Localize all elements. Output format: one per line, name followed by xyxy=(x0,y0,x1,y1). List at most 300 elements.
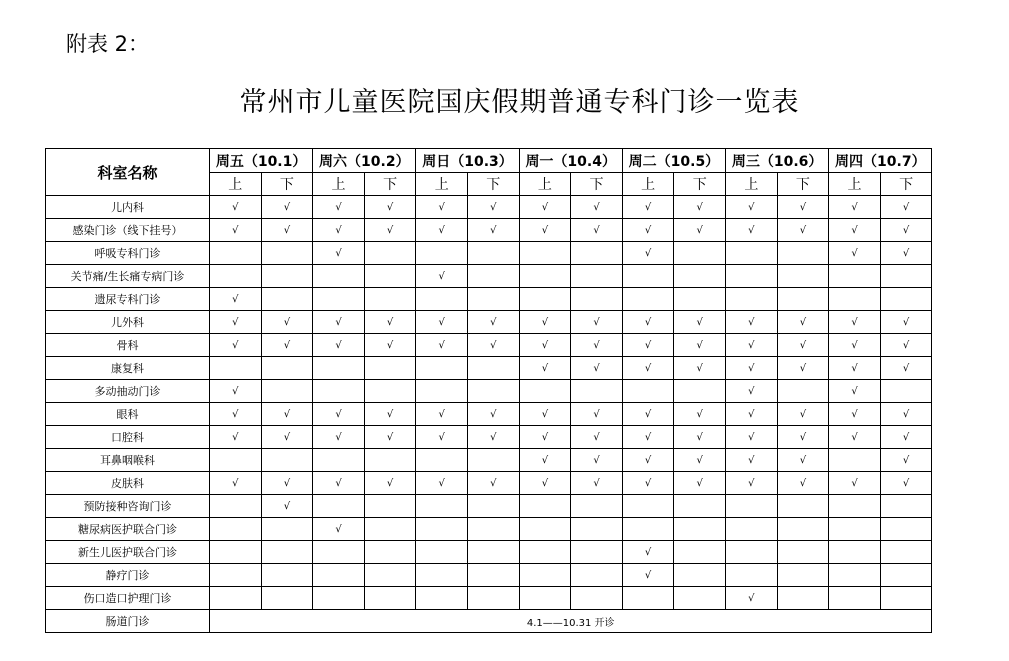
check-mark: √ xyxy=(571,403,623,426)
dept-name: 耳鼻咽喉科 xyxy=(46,449,210,472)
empty-slot xyxy=(468,587,520,610)
check-mark: √ xyxy=(880,196,932,219)
check-mark: √ xyxy=(674,196,726,219)
check-mark: √ xyxy=(880,426,932,449)
empty-slot xyxy=(571,380,623,403)
check-mark: √ xyxy=(571,472,623,495)
empty-slot xyxy=(726,518,778,541)
check-mark: √ xyxy=(313,518,365,541)
check-mark: √ xyxy=(416,196,468,219)
empty-slot xyxy=(468,380,520,403)
empty-slot xyxy=(364,357,416,380)
empty-slot xyxy=(364,449,416,472)
check-mark: √ xyxy=(519,311,571,334)
table-row xyxy=(46,518,932,541)
check-mark: √ xyxy=(364,219,416,242)
dept-name: 关节痛/生长痛专病门诊 xyxy=(46,265,210,288)
check-mark: √ xyxy=(313,472,365,495)
empty-slot xyxy=(726,242,778,265)
check-mark: √ xyxy=(674,357,726,380)
empty-slot xyxy=(777,288,829,311)
table-row xyxy=(46,196,932,219)
check-mark: √ xyxy=(777,311,829,334)
empty-slot xyxy=(468,449,520,472)
empty-slot xyxy=(261,518,313,541)
empty-slot xyxy=(261,288,313,311)
check-mark: √ xyxy=(468,219,520,242)
check-mark: √ xyxy=(210,334,262,357)
empty-slot xyxy=(416,564,468,587)
check-mark: √ xyxy=(313,403,365,426)
empty-slot xyxy=(313,265,365,288)
morning-header: 上 xyxy=(726,173,778,196)
empty-slot xyxy=(880,587,932,610)
empty-slot xyxy=(261,380,313,403)
empty-slot xyxy=(777,265,829,288)
empty-slot xyxy=(468,357,520,380)
check-mark: √ xyxy=(261,334,313,357)
empty-slot xyxy=(210,564,262,587)
empty-slot xyxy=(571,242,623,265)
check-mark: √ xyxy=(674,426,726,449)
empty-slot xyxy=(829,518,881,541)
check-mark: √ xyxy=(210,288,262,311)
check-mark: √ xyxy=(622,311,674,334)
empty-slot xyxy=(777,587,829,610)
empty-slot xyxy=(777,564,829,587)
check-mark: √ xyxy=(829,357,881,380)
check-mark: √ xyxy=(726,219,778,242)
empty-slot xyxy=(468,288,520,311)
afternoon-header: 下 xyxy=(261,173,313,196)
empty-slot xyxy=(571,564,623,587)
check-mark: √ xyxy=(313,196,365,219)
empty-slot xyxy=(313,564,365,587)
day-header: 周五（10.1） xyxy=(210,149,313,173)
empty-slot xyxy=(829,265,881,288)
check-mark: √ xyxy=(829,380,881,403)
check-mark: √ xyxy=(468,426,520,449)
dept-name: 康复科 xyxy=(46,357,210,380)
empty-slot xyxy=(364,541,416,564)
check-mark: √ xyxy=(622,426,674,449)
check-mark: √ xyxy=(829,403,881,426)
check-mark: √ xyxy=(313,334,365,357)
day-header: 周二（10.5） xyxy=(622,149,725,173)
empty-slot xyxy=(261,242,313,265)
empty-slot xyxy=(622,495,674,518)
dept-name: 呼吸专科门诊 xyxy=(46,242,210,265)
check-mark: √ xyxy=(210,196,262,219)
dept-name: 糖尿病医护联合门诊 xyxy=(46,518,210,541)
check-mark: √ xyxy=(880,334,932,357)
check-mark: √ xyxy=(880,242,932,265)
empty-slot xyxy=(313,541,365,564)
afternoon-header: 下 xyxy=(674,173,726,196)
check-mark: √ xyxy=(777,219,829,242)
empty-slot xyxy=(571,587,623,610)
check-mark: √ xyxy=(880,311,932,334)
empty-slot xyxy=(571,288,623,311)
empty-slot xyxy=(880,265,932,288)
empty-slot xyxy=(674,564,726,587)
empty-slot xyxy=(416,288,468,311)
empty-slot xyxy=(210,541,262,564)
dept-name: 新生儿医护联合门诊 xyxy=(46,541,210,564)
check-mark: √ xyxy=(674,403,726,426)
empty-slot xyxy=(880,541,932,564)
empty-slot xyxy=(829,541,881,564)
empty-slot xyxy=(210,265,262,288)
empty-slot xyxy=(571,541,623,564)
check-mark: √ xyxy=(571,357,623,380)
day-header: 周一（10.4） xyxy=(519,149,622,173)
table-row xyxy=(46,426,932,449)
empty-slot xyxy=(468,518,520,541)
check-mark: √ xyxy=(468,334,520,357)
table-row xyxy=(46,541,932,564)
empty-slot xyxy=(674,242,726,265)
empty-slot xyxy=(880,518,932,541)
empty-slot xyxy=(829,587,881,610)
empty-slot xyxy=(416,357,468,380)
day-header: 周三（10.6） xyxy=(726,149,829,173)
check-mark: √ xyxy=(519,403,571,426)
page-title: 常州市儿童医院国庆假期普通专科门诊一览表 xyxy=(239,87,800,118)
empty-slot xyxy=(468,541,520,564)
empty-slot xyxy=(416,380,468,403)
empty-slot xyxy=(519,564,571,587)
dept-name: 伤口造口护理门诊 xyxy=(46,587,210,610)
check-mark: √ xyxy=(622,196,674,219)
empty-slot xyxy=(880,564,932,587)
check-mark: √ xyxy=(468,196,520,219)
check-mark: √ xyxy=(829,334,881,357)
check-mark: √ xyxy=(210,311,262,334)
schedule-table xyxy=(45,148,932,633)
empty-slot xyxy=(210,357,262,380)
table-row xyxy=(46,380,932,403)
check-mark: √ xyxy=(416,334,468,357)
empty-slot xyxy=(313,587,365,610)
empty-slot xyxy=(829,288,881,311)
check-mark: √ xyxy=(674,334,726,357)
empty-slot xyxy=(674,380,726,403)
check-mark: √ xyxy=(416,219,468,242)
schedule-header xyxy=(46,149,932,196)
empty-slot xyxy=(519,265,571,288)
check-mark: √ xyxy=(622,334,674,357)
check-mark: √ xyxy=(261,472,313,495)
empty-slot xyxy=(674,541,726,564)
check-mark: √ xyxy=(622,357,674,380)
dept-name: 儿外科 xyxy=(46,311,210,334)
dept-name: 皮肤科 xyxy=(46,472,210,495)
empty-slot xyxy=(726,495,778,518)
check-mark: √ xyxy=(880,449,932,472)
empty-slot xyxy=(416,449,468,472)
dept-name: 预防接种咨询门诊 xyxy=(46,495,210,518)
empty-slot xyxy=(880,288,932,311)
check-mark: √ xyxy=(364,403,416,426)
empty-slot xyxy=(261,564,313,587)
day-header: 周日（10.3） xyxy=(416,149,519,173)
empty-slot xyxy=(313,449,365,472)
table-row xyxy=(46,495,932,518)
empty-slot xyxy=(364,587,416,610)
check-mark: √ xyxy=(726,587,778,610)
empty-slot xyxy=(261,357,313,380)
empty-slot xyxy=(726,541,778,564)
empty-slot xyxy=(210,242,262,265)
dept-name: 眼科 xyxy=(46,403,210,426)
check-mark: √ xyxy=(880,472,932,495)
empty-slot xyxy=(416,518,468,541)
check-mark: √ xyxy=(829,219,881,242)
empty-slot xyxy=(777,495,829,518)
check-mark: √ xyxy=(519,472,571,495)
dept-name: 口腔科 xyxy=(46,426,210,449)
dept-name: 遗尿专科门诊 xyxy=(46,288,210,311)
empty-slot xyxy=(674,518,726,541)
check-mark: √ xyxy=(622,242,674,265)
empty-slot xyxy=(261,541,313,564)
check-mark: √ xyxy=(777,426,829,449)
dept-name: 骨科 xyxy=(46,334,210,357)
afternoon-header: 下 xyxy=(880,173,932,196)
empty-slot xyxy=(674,288,726,311)
check-mark: √ xyxy=(674,449,726,472)
check-mark: √ xyxy=(726,334,778,357)
check-mark: √ xyxy=(726,380,778,403)
empty-slot xyxy=(571,518,623,541)
table-row xyxy=(46,219,932,242)
empty-slot xyxy=(571,265,623,288)
check-mark: √ xyxy=(829,311,881,334)
empty-slot xyxy=(468,495,520,518)
check-mark: √ xyxy=(416,265,468,288)
check-mark: √ xyxy=(313,426,365,449)
check-mark: √ xyxy=(622,403,674,426)
check-mark: √ xyxy=(571,334,623,357)
check-mark: √ xyxy=(210,426,262,449)
check-mark: √ xyxy=(519,357,571,380)
check-mark: √ xyxy=(726,196,778,219)
empty-slot xyxy=(519,380,571,403)
check-mark: √ xyxy=(571,449,623,472)
check-mark: √ xyxy=(571,196,623,219)
empty-slot xyxy=(416,242,468,265)
empty-slot xyxy=(416,587,468,610)
table-row xyxy=(46,403,932,426)
empty-slot xyxy=(468,564,520,587)
dept-name: 肠道门诊 xyxy=(46,610,210,633)
afternoon-header: 下 xyxy=(777,173,829,196)
empty-slot xyxy=(364,380,416,403)
empty-slot xyxy=(880,495,932,518)
check-mark: √ xyxy=(313,242,365,265)
empty-slot xyxy=(571,495,623,518)
open-period-note: 4.1——10.31 开诊 xyxy=(210,610,932,633)
schedule-body xyxy=(46,196,932,633)
check-mark: √ xyxy=(777,196,829,219)
check-mark: √ xyxy=(674,472,726,495)
check-mark: √ xyxy=(416,472,468,495)
empty-slot xyxy=(622,587,674,610)
dept-name: 儿内科 xyxy=(46,196,210,219)
empty-slot xyxy=(777,518,829,541)
empty-slot xyxy=(622,380,674,403)
check-mark: √ xyxy=(571,426,623,449)
check-mark: √ xyxy=(261,403,313,426)
check-mark: √ xyxy=(622,472,674,495)
check-mark: √ xyxy=(519,426,571,449)
empty-slot xyxy=(519,495,571,518)
empty-slot xyxy=(364,495,416,518)
check-mark: √ xyxy=(622,219,674,242)
empty-slot xyxy=(364,265,416,288)
afternoon-header: 下 xyxy=(468,173,520,196)
empty-slot xyxy=(364,564,416,587)
annex-label: 附表 2： xyxy=(66,32,150,56)
empty-slot xyxy=(829,564,881,587)
check-mark: √ xyxy=(880,403,932,426)
dept-name: 感染门诊（线下挂号） xyxy=(46,219,210,242)
empty-slot xyxy=(777,242,829,265)
check-mark: √ xyxy=(210,219,262,242)
day-header: 周六（10.2） xyxy=(313,149,416,173)
table-row xyxy=(46,564,932,587)
check-mark: √ xyxy=(210,472,262,495)
check-mark: √ xyxy=(364,472,416,495)
check-mark: √ xyxy=(829,472,881,495)
empty-slot xyxy=(261,265,313,288)
check-mark: √ xyxy=(777,357,829,380)
morning-header: 上 xyxy=(829,173,881,196)
table-row xyxy=(46,357,932,380)
empty-slot xyxy=(519,518,571,541)
table-row xyxy=(46,610,932,633)
table-row xyxy=(46,288,932,311)
check-mark: √ xyxy=(364,334,416,357)
dept-name: 静疗门诊 xyxy=(46,564,210,587)
table-row xyxy=(46,242,932,265)
table-row xyxy=(46,311,932,334)
empty-slot xyxy=(622,288,674,311)
check-mark: √ xyxy=(261,495,313,518)
table-row xyxy=(46,449,932,472)
check-mark: √ xyxy=(210,403,262,426)
check-mark: √ xyxy=(571,219,623,242)
empty-slot xyxy=(674,587,726,610)
check-mark: √ xyxy=(726,472,778,495)
check-mark: √ xyxy=(519,334,571,357)
check-mark: √ xyxy=(726,426,778,449)
morning-header: 上 xyxy=(313,173,365,196)
check-mark: √ xyxy=(674,219,726,242)
empty-slot xyxy=(726,288,778,311)
empty-slot xyxy=(829,449,881,472)
empty-slot xyxy=(313,357,365,380)
empty-slot xyxy=(829,495,881,518)
check-mark: √ xyxy=(726,403,778,426)
morning-header: 上 xyxy=(416,173,468,196)
check-mark: √ xyxy=(880,357,932,380)
table-row xyxy=(46,587,932,610)
empty-slot xyxy=(468,242,520,265)
check-mark: √ xyxy=(416,426,468,449)
check-mark: √ xyxy=(364,196,416,219)
check-mark: √ xyxy=(726,449,778,472)
check-mark: √ xyxy=(313,219,365,242)
check-mark: √ xyxy=(622,564,674,587)
empty-slot xyxy=(468,265,520,288)
empty-slot xyxy=(674,265,726,288)
empty-slot xyxy=(519,587,571,610)
empty-slot xyxy=(519,541,571,564)
empty-slot xyxy=(210,587,262,610)
check-mark: √ xyxy=(880,219,932,242)
check-mark: √ xyxy=(416,311,468,334)
empty-slot xyxy=(313,288,365,311)
check-mark: √ xyxy=(261,196,313,219)
check-mark: √ xyxy=(829,196,881,219)
check-mark: √ xyxy=(519,449,571,472)
check-mark: √ xyxy=(261,219,313,242)
check-mark: √ xyxy=(777,449,829,472)
empty-slot xyxy=(726,265,778,288)
check-mark: √ xyxy=(261,311,313,334)
check-mark: √ xyxy=(622,541,674,564)
check-mark: √ xyxy=(829,426,881,449)
check-mark: √ xyxy=(726,357,778,380)
dept-name: 多动抽动门诊 xyxy=(46,380,210,403)
morning-header: 上 xyxy=(210,173,262,196)
check-mark: √ xyxy=(622,449,674,472)
check-mark: √ xyxy=(468,311,520,334)
check-mark: √ xyxy=(829,242,881,265)
table-row xyxy=(46,265,932,288)
empty-slot xyxy=(210,449,262,472)
empty-slot xyxy=(313,495,365,518)
check-mark: √ xyxy=(416,403,468,426)
empty-slot xyxy=(364,518,416,541)
afternoon-header: 下 xyxy=(364,173,416,196)
check-mark: √ xyxy=(210,380,262,403)
check-mark: √ xyxy=(364,426,416,449)
empty-slot xyxy=(416,541,468,564)
empty-slot xyxy=(364,288,416,311)
check-mark: √ xyxy=(777,403,829,426)
empty-slot xyxy=(364,242,416,265)
empty-slot xyxy=(519,288,571,311)
check-mark: √ xyxy=(313,311,365,334)
day-header: 周四（10.7） xyxy=(829,149,932,173)
check-mark: √ xyxy=(674,311,726,334)
empty-slot xyxy=(313,380,365,403)
table-row xyxy=(46,334,932,357)
empty-slot xyxy=(622,265,674,288)
empty-slot xyxy=(622,518,674,541)
check-mark: √ xyxy=(468,472,520,495)
empty-slot xyxy=(674,495,726,518)
empty-slot xyxy=(210,518,262,541)
empty-slot xyxy=(210,495,262,518)
empty-slot xyxy=(726,564,778,587)
check-mark: √ xyxy=(726,311,778,334)
check-mark: √ xyxy=(519,219,571,242)
morning-header: 上 xyxy=(519,173,571,196)
